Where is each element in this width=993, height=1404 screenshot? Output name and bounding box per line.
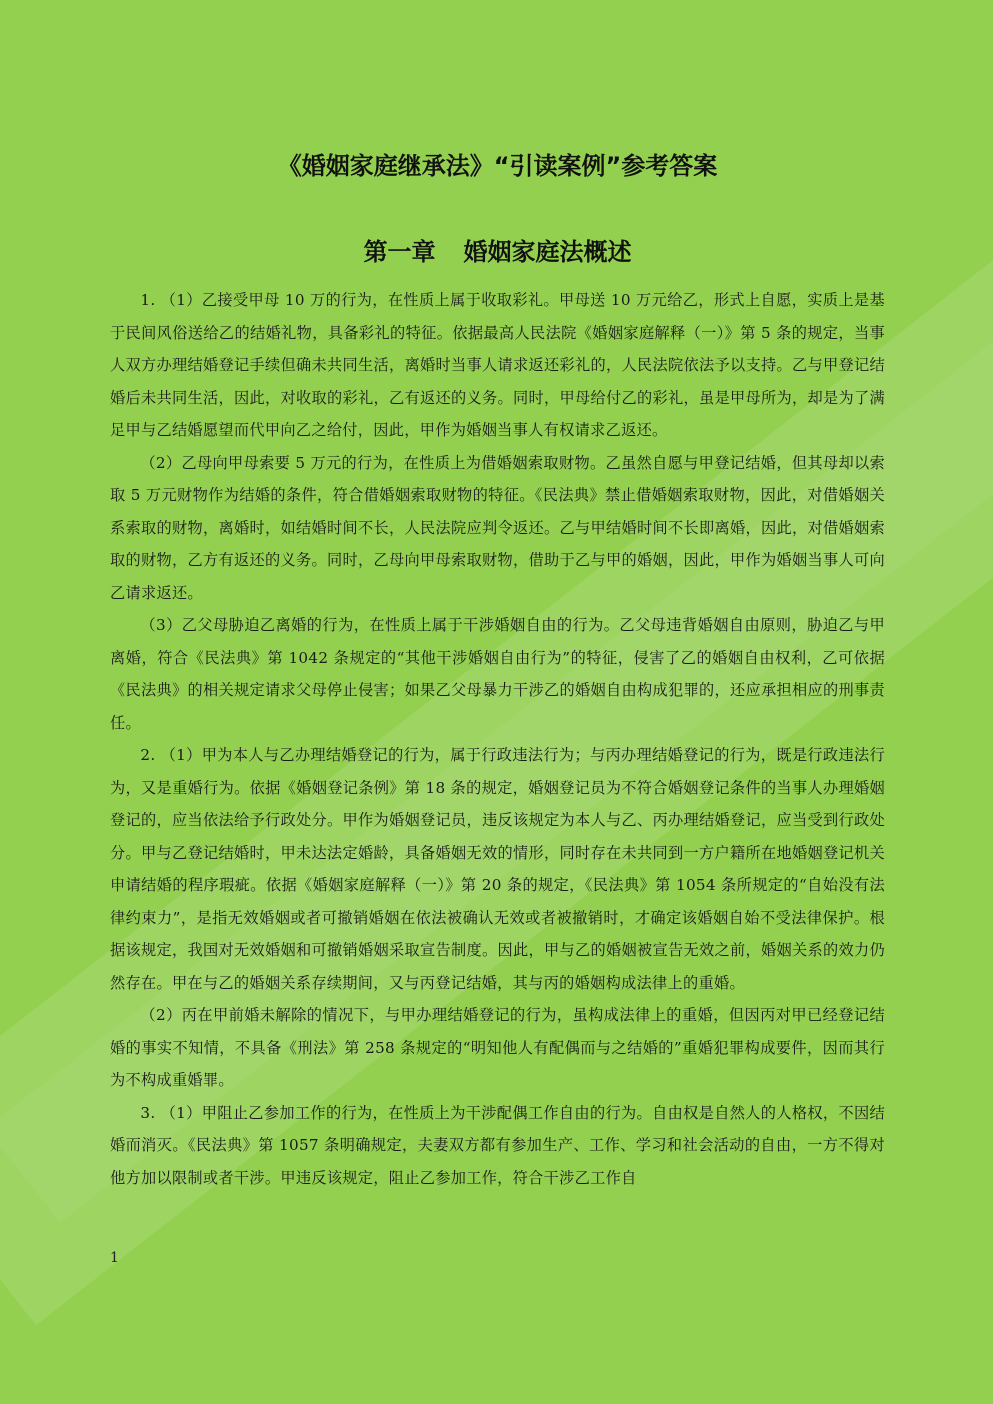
paragraph-1-1: 1. （1）乙接受甲母 10 万的行为，在性质上属于收取彩礼。甲母送 10 万元给乙，形式上自愿，实质上是基于民间风俗送给乙的结婚礼物，具备彩礼的特征。依据最高人民法院《婚姻家庭解释（一）》第 5 条的规定，当事人双方办理结婚登记手续但确未共同生活，离婚时当事人请求返还彩礼的，人民法院依法予以支持。乙与甲登记结婚后未共同生活，因此，对收取的彩礼，乙有返还的义务。同时，甲母给付乙的彩礼，虽是甲母所为，却是为了满足甲与乙结婚愿望而代甲向乙之给付，因此，甲作为婚姻当事人有权请求乙返还。 (110, 291, 885, 439)
paragraph-3-1: 3. （1）甲阻止乙参加工作的行为，在性质上为干涉配偶工作自由的行为。自由权是自然人的人格权，不因结婚而消灭。《民法典》第 1057 条明确规定，夫妻双方都有参加生产、工作、学习和社会活动的自由，一方不得对他方加以限制或者干涉。甲违反该规定，阻止乙参加工作，符合干涉乙工作自 (110, 1103, 885, 1187)
document-body (110, 284, 885, 1194)
paragraph-1-3: （3）乙父母胁迫乙离婚的行为，在性质上属于干涉婚姻自由的行为。乙父母违背婚姻自由原则，胁迫乙与甲离婚，符合《民法典》第 1042 条规定的“其他干涉婚姻自由行为”的特征，侵害了乙的婚姻自由权利，乙可依据《民法典》的相关规定请求父母停止侵害；如果乙父母暴力干涉乙的婚姻自由构成犯罪的，还应承担相应的刑事责任。 (110, 616, 885, 732)
paragraph-2-2: （2）丙在甲前婚未解除的情况下，与甲办理结婚登记的行为，虽构成法律上的重婚，但因丙对甲已经登记结婚的事实不知情，不具备《刑法》第 258 条规定的“明知他人有配偶而与之结婚的”重婚犯罪构成要件，因而其行为不构成重婚罪。 (110, 1006, 885, 1089)
paragraph-1-2: （2）乙母向甲母索要 5 万元的行为，在性质上为借婚姻索取财物。乙虽然自愿与甲登记结婚，但其母却以索取 5 万元财物作为结婚的条件，符合借婚姻索取财物的特征。《民法典》禁止借婚姻索取财物，因此，对借婚姻关系索取的财物，离婚时，如结婚时间不长，人民法院应判令返还。乙与甲结婚时间不长即离婚，因此，对借婚姻索取的财物，乙方有返还的义务。同时，乙母向甲母索取财物，借助于乙与甲的婚姻，因此，甲作为婚姻当事人可向乙请求返还。 (110, 453, 885, 602)
document-title: 《婚姻家庭继承法》“引读案例”参考答案 (277, 152, 718, 180)
chapter-name: 婚姻家庭法概述 (463, 238, 632, 266)
paragraph-2-1: 2. （1）甲为本人与乙办理结婚登记的行为，属于行政违法行为；与丙办理结婚登记的行为，既是行政违法行为，又是重婚行为。依据《婚姻登记条例》第 18 条的规定，婚姻登记员为不符合婚姻登记条件的当事人办理婚姻登记的，应当依法给予行政处分。甲作为婚姻登记员，违反该规定为本人与乙、丙办理结婚登记，应当受到行政处分。甲与乙登记结婚时，甲未达法定婚龄，具备婚姻无效的情形，同时存在未共同到一方户籍所在地婚姻登记机关申请结婚的程序瑕疵。依据《婚姻家庭解释（一）》第 20 条的规定，《民法典》第 1054 条所规定的“自始没有法律约束力”，是指无效婚姻或者可撤销婚姻在依法被确认无效或者被撤销时，才确定该婚姻自始不受法律保护。根据该规定，我国对无效婚姻和可撤销婚姻采取宣告制度。因此，甲与乙的婚姻被宣告无效之前，婚姻关系的效力仍然存在。甲在与乙的婚姻关系存续期间，又与丙登记结婚，其与丙的婚姻构成法律上的重婚。 (110, 746, 885, 992)
chapter-number: 第一章 (363, 238, 436, 266)
page-number: 1 (110, 1250, 119, 1266)
chapter-heading (110, 232, 885, 267)
